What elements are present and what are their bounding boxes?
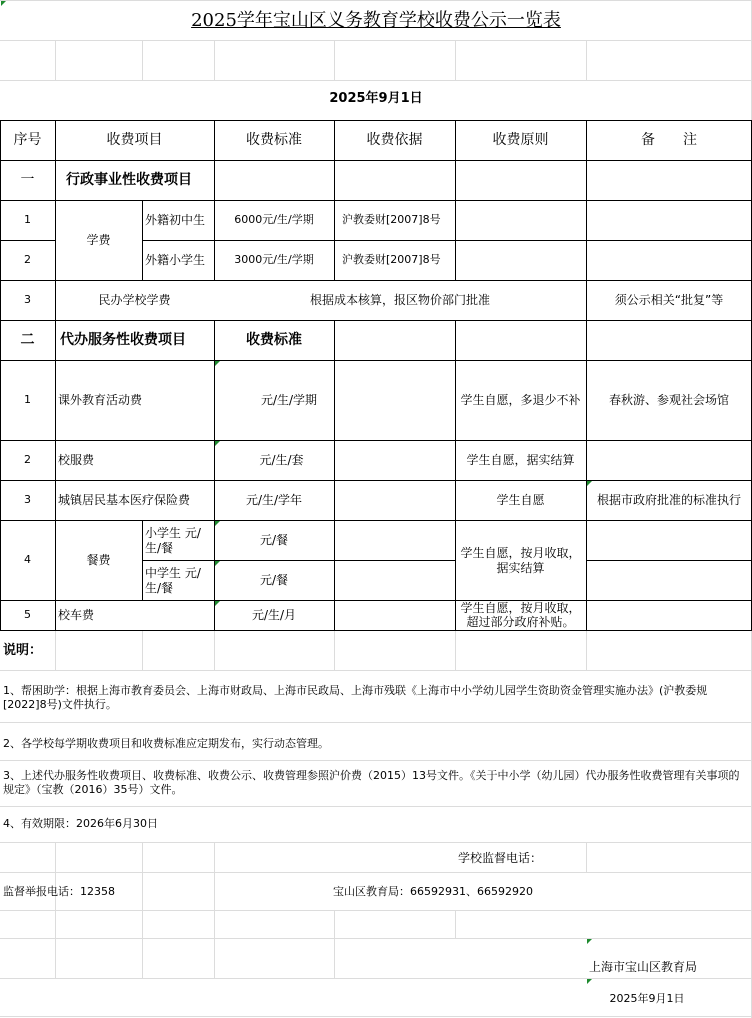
issue-date: 2025年9月1日 (609, 992, 685, 1005)
note-item: 2、各学校每学期收费项目和收费标准应定期发布，实行动态管理。 (3, 737, 329, 750)
row-principle: 学生自愿，按月收取，超过部分政府补贴。 (460, 601, 581, 629)
section-number: 二 (20, 332, 35, 348)
page-title: 2025学年宝山区义务教育学校收费公示一览表 (191, 10, 561, 31)
section-title: 行政事业性收费项目 (66, 172, 192, 188)
header-principle: 收费原则 (492, 132, 549, 148)
cell-marker-icon (587, 939, 592, 944)
section-title: 代办服务性收费项目 (60, 332, 186, 348)
row-seq: 3 (24, 293, 31, 306)
row-seq: 2 (24, 453, 31, 466)
header-seq: 序号 (13, 132, 42, 148)
row-item: 校车费 (58, 608, 95, 622)
header-basis: 收费依据 (366, 132, 423, 148)
header-remark: 备 注 (641, 132, 697, 148)
row-basis: 沪教委财[2007]8号 (342, 213, 441, 226)
row-remark: 须公示相关“批复”等 (614, 293, 724, 307)
row-sub: 外籍小学生 (145, 253, 206, 267)
row-remark: 根据市政府批准的标准执行 (596, 493, 741, 507)
row-standard: 6000元/生/学期 (234, 213, 314, 226)
report-phone: 监督举报电话：12358 (3, 885, 115, 898)
table-date: 2025年9月1日 (329, 91, 423, 106)
row-seq: 3 (24, 493, 31, 506)
issuing-org: 上海市宝山区教育局 (589, 960, 698, 974)
section-number: 一 (20, 172, 35, 188)
school-phone-label: 学校监督电话： (458, 851, 543, 865)
row-seq: 4 (24, 553, 31, 566)
bureau-phone: 宝山区教育局：66592931、66592920 (333, 885, 533, 898)
cell-marker-icon (587, 481, 592, 486)
row-seq: 2 (24, 253, 31, 266)
row-principle: 学生自愿，按月收取，据实结算 (460, 546, 581, 575)
row-sub: 外籍初中生 (145, 213, 206, 227)
row-seq: 1 (24, 213, 31, 226)
row-seq: 5 (24, 608, 31, 621)
note-item: 4、有效期限：2026年6月30日 (3, 817, 158, 830)
cell-marker-icon (215, 561, 220, 566)
header-standard: 收费标准 (246, 132, 302, 148)
row-item: 课外教育活动费 (58, 393, 143, 407)
cell-marker-icon (587, 979, 592, 984)
cell-marker-icon (215, 441, 220, 446)
header-item: 收费项目 (106, 132, 163, 148)
row-item: 校服费 (58, 453, 95, 467)
meal-primary: 小学生 元/生/餐 (145, 526, 201, 555)
row-standard: 根据成本核算，报区物价部门批准 (309, 293, 490, 307)
row-item: 民办学校学费 (98, 293, 171, 307)
note-item: 3、上述代办服务性收费项目、收费标准、收费公示、收费管理参照沪价费（2015）13号文件。《关于中小学（幼儿园）代办服务性收费管理有关事项的规定》（宝教（2016）35号）文件。 (3, 769, 740, 796)
row-seq: 1 (24, 393, 31, 406)
row-item: 餐费 (86, 553, 111, 567)
row-standard: 3000元/生/学期 (234, 253, 314, 266)
row-standard: 元/生/学期 (260, 393, 318, 407)
notes-label: 说明： (3, 643, 43, 658)
row-principle: 学生自愿 (496, 493, 545, 507)
row-principle: 学生自愿，据实结算 (466, 453, 575, 467)
row-standard: 元/生/套 (259, 453, 304, 467)
meal-middle-standard: 元/餐 (259, 573, 289, 587)
cell-marker-icon (215, 361, 220, 366)
section-standard-header: 收费标准 (246, 332, 302, 348)
tuition-label: 学费 (86, 233, 111, 247)
row-remark: 春秋游、参观社会场馆 (608, 393, 729, 407)
row-standard: 元/生/月 (251, 608, 297, 622)
row-basis: 沪教委财[2007]8号 (342, 253, 441, 266)
cell-marker-icon (215, 521, 220, 526)
row-standard: 元/生/学年 (245, 493, 303, 507)
row-principle: 学生自愿，多退少不补 (460, 393, 581, 407)
cell-marker-icon (1, 1, 6, 6)
note-item: 1、帮困助学：根据上海市教育委员会、上海市财政局、上海市民政局、上海市残联《上海市中小学幼儿园学生资助资金管理实施办法》(沪教委规[2022]8号)文件执行。 (3, 684, 708, 711)
meal-primary-standard: 元/餐 (259, 533, 289, 547)
row-item: 城镇居民基本医疗保险费 (58, 493, 191, 507)
meal-middle: 中学生 元/生/餐 (145, 566, 201, 595)
cell-marker-icon (215, 601, 220, 606)
